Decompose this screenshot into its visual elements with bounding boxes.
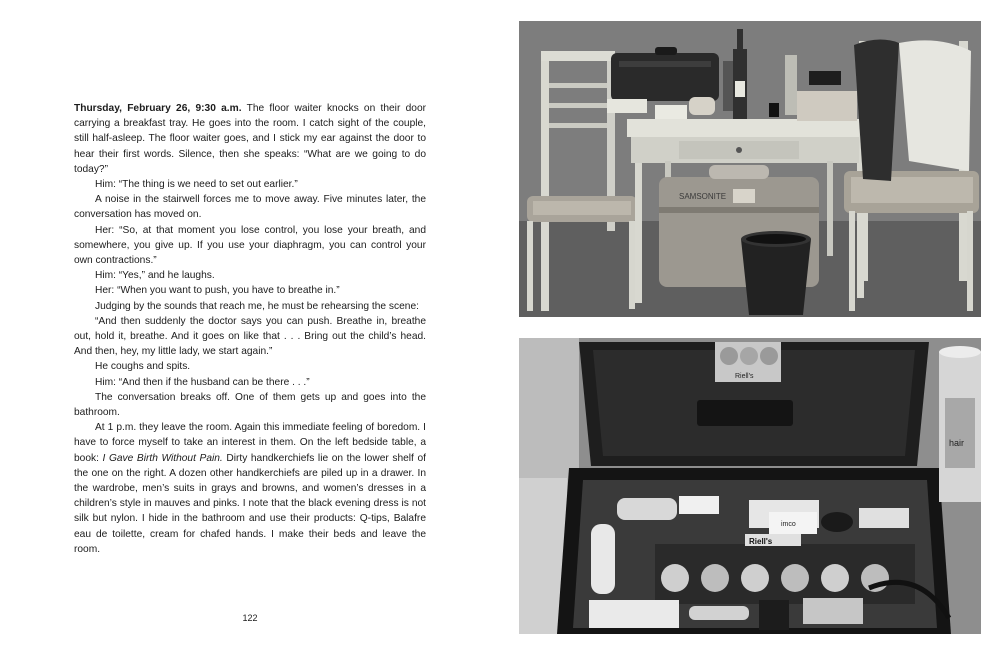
photo-hotel-room — [519, 21, 981, 317]
paragraph-5: Him: “Yes,” and he laughs. — [95, 270, 215, 282]
photo-open-vanity-case — [519, 338, 981, 634]
paragraph-8: “And then suddenly the doctor says you can push. Breathe in, breathe out, hold it, breathe. And it goes on like that . . . Bring out the child’s head. And then, hey, my little lady, we start again.” — [74, 315, 426, 358]
tray-label: Riell's — [749, 537, 773, 546]
paragraph-10: Him: “And then if the husband can be there . . .” — [95, 376, 310, 388]
paragraph-4: Her: “So, at that moment you lose control, you lose your breath, and somewhere, you give up. If you use your diaphragm, you can control your own contractions.” — [74, 224, 426, 267]
suitcase-label: SAMSONITE — [679, 192, 727, 201]
paragraph-1: Thursday, February 26, 9:30 a.m. The floor waiter knocks on their door carrying a breakfast tray. He goes into the room. I catch sight of the couple, still half-asleep. The floor waiter goes, and I stick my ear against the door to hear their first words. Silence, then she speaks: “What are we going to do today?” — [74, 103, 426, 175]
paragraph-6: Her: “When you want to push, you have to breathe in.” — [95, 285, 340, 297]
left-page-text — [74, 101, 426, 557]
dateline: Thursday, February 26, 9:30 a.m. — [74, 103, 242, 114]
box-label: imco — [781, 521, 796, 528]
can-label: hair — [949, 438, 965, 448]
paragraph-12: At 1 p.m. they leave the room. Again this immediate feeling of boredom. I have to force myself to take an interest in them. On the left bedside table, a book: I Gave Birth Without Pain. Dirty handkerchiefs lie on the lower shelf of the one on the right. A dozen other handkerchiefs are piled up in a drawer. In the wardrobe, men’s suits in grays and browns, and women’s dresses in a children’s style in mauves and pinks. I note that the black evening dress is not silk but nylon. I hide in the bathroom and use their products: Q-tips, Balafre eau de toilette, cream for chafed hands. I make their beds and leave the room. — [74, 422, 426, 555]
wastebasket — [741, 231, 811, 315]
paragraph-2: Him: “The thing is we need to set out earlier.” — [95, 179, 298, 191]
page-number: 122 — [242, 613, 258, 623]
mirror-label: Riell's — [735, 373, 754, 380]
case-lid — [579, 342, 929, 466]
paragraph-11: The conversation breaks off. One of them gets up and goes into the bathroom. — [74, 391, 426, 419]
book-title: I Gave Birth Without Pain. — [102, 452, 223, 464]
paragraph-9: He coughs and spits. — [95, 361, 191, 373]
spray-can — [939, 346, 981, 502]
paragraph-3: A noise in the stairwell forces me to move away. Five minutes later, the conversation has moved on. — [74, 194, 426, 221]
paragraph-7: Judging by the sounds that reach me, he must be rehearsing the scene: — [95, 300, 419, 312]
